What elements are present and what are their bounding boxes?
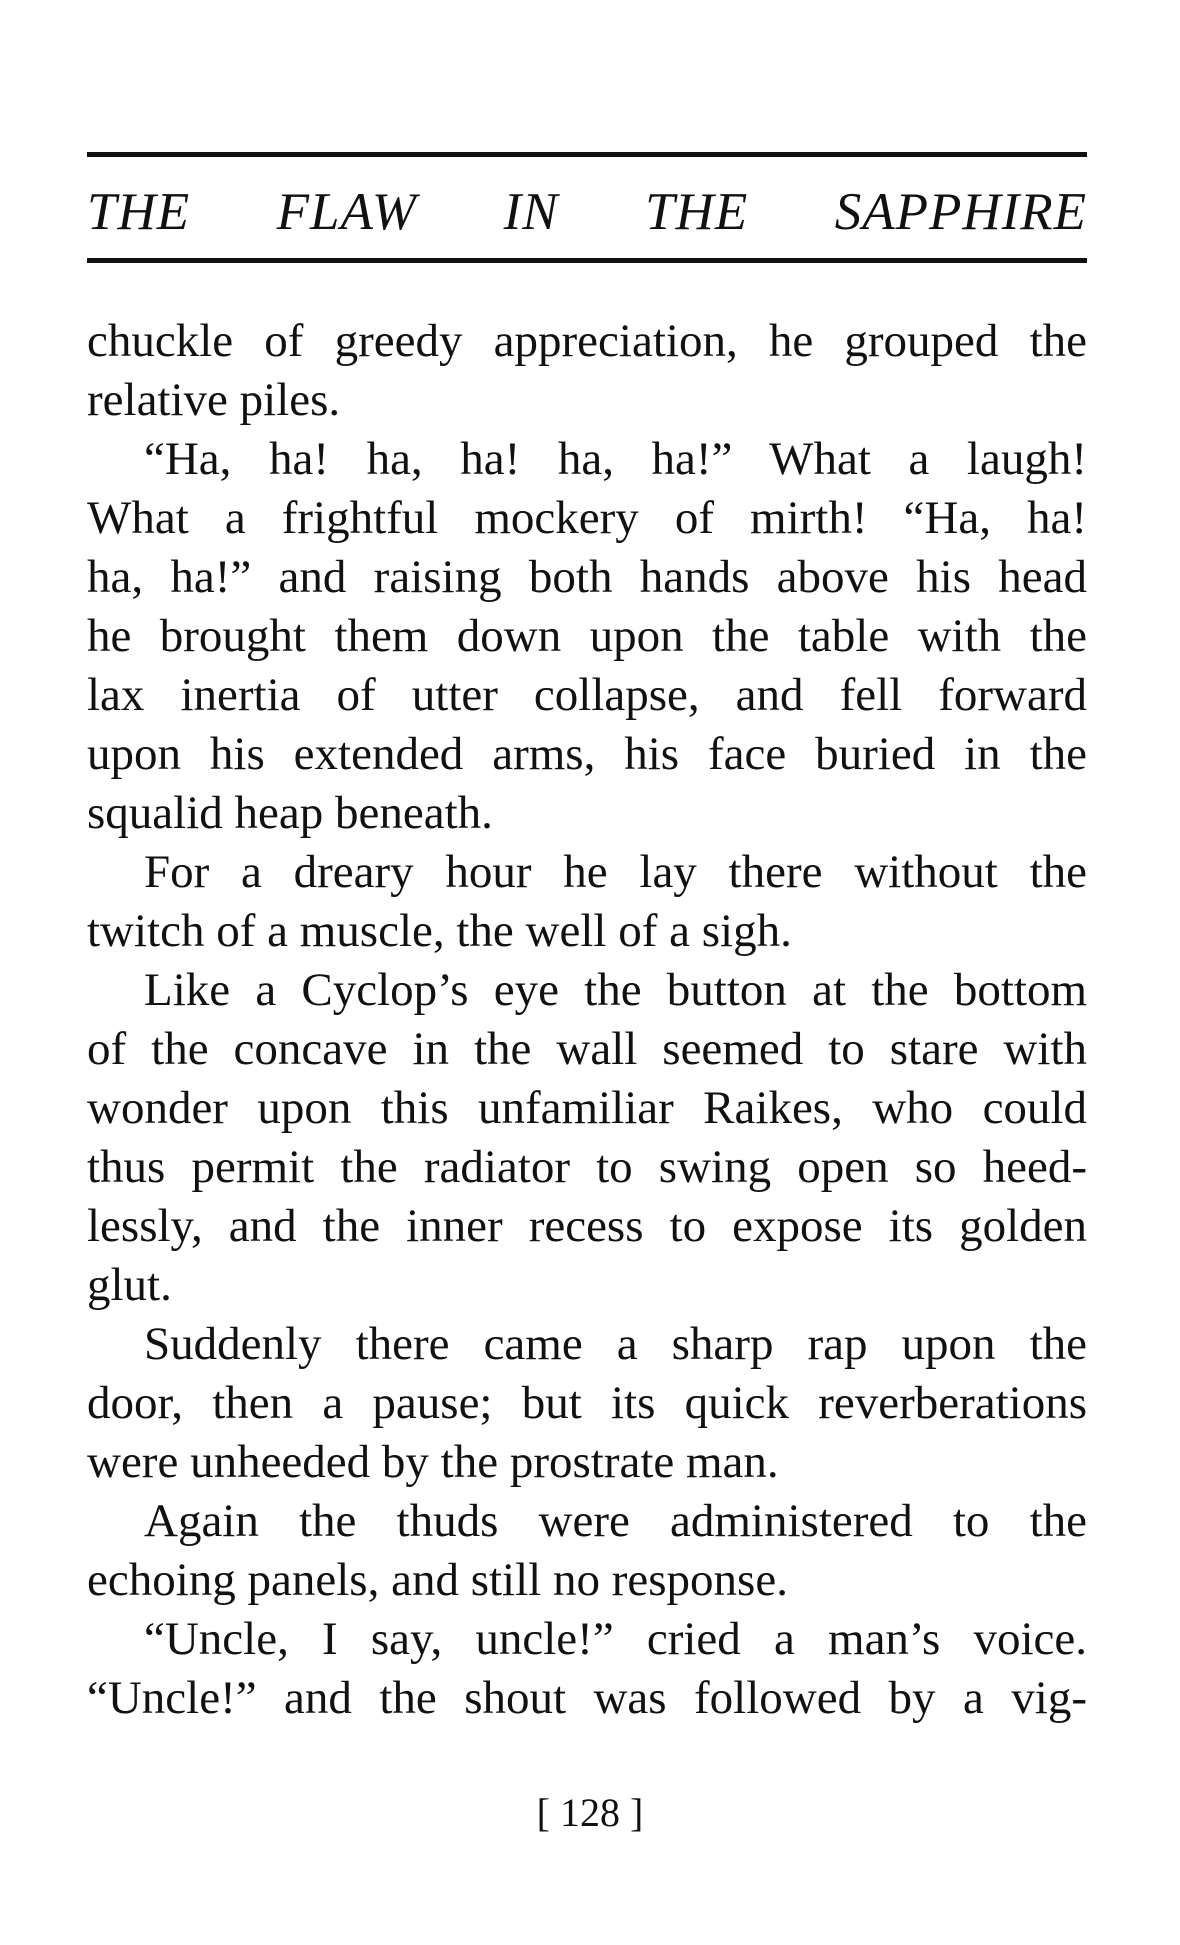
text-line: thus permit the radiator to swing open so heed- xyxy=(87,1141,1087,1193)
page-number: [ 128 ] xyxy=(536,1790,644,1835)
text-line: wonder upon this unfamiliar Raikes, who could xyxy=(87,1082,1087,1134)
text-line: he brought them down upon the table with the xyxy=(87,610,1087,662)
text-line: echoing panels, and still no response. xyxy=(87,1554,788,1606)
running-head-word: THE xyxy=(87,183,191,241)
text-line: ha, ha!” and raising both hands above his head xyxy=(87,551,1087,603)
text-line: glut. xyxy=(87,1259,172,1311)
text-line: lessly, and the inner recess to expose its golden xyxy=(87,1200,1087,1252)
text-line: squalid heap beneath. xyxy=(87,787,493,839)
running-head-word: THE xyxy=(645,183,749,241)
text-line: relative piles. xyxy=(87,374,341,426)
text-line: What a frightful mockery of mirth! “Ha, ha! xyxy=(87,492,1087,544)
text-line: “Ha, ha! ha, ha! ha, ha!” What a laugh! xyxy=(144,433,1087,485)
text-line: “Uncle, I say, uncle!” cried a man’s voice. xyxy=(144,1613,1087,1665)
text-line: were unheeded by the prostrate man. xyxy=(87,1436,779,1488)
text-line: twitch of a muscle, the well of a sigh. xyxy=(87,905,792,957)
text-line: Suddenly there came a sharp rap upon the xyxy=(144,1318,1087,1370)
text-line: For a dreary hour he lay there without the xyxy=(144,846,1087,898)
text-line: lax inertia of utter collapse, and fell forward xyxy=(87,669,1087,721)
header-rule-bottom xyxy=(87,258,1087,263)
text-line: upon his extended arms, his face buried in the xyxy=(87,728,1087,780)
text-line: door, then a pause; but its quick reverberations xyxy=(87,1377,1087,1429)
text-line: Like a Cyclop’s eye the button at the bottom xyxy=(144,964,1087,1016)
text-line: “Uncle!” and the shout was followed by a vig- xyxy=(87,1672,1087,1724)
body-text xyxy=(87,312,1087,1728)
header-rule-top xyxy=(87,152,1087,157)
text-line: Again the thuds were administered to the xyxy=(144,1495,1087,1547)
text-line: chuckle of greedy appreciation, he grouped the xyxy=(87,315,1087,367)
running-head-word: SAPPHIRE xyxy=(834,183,1087,241)
running-head-word: IN xyxy=(503,183,559,241)
text-line: of the concave in the wall seemed to stare with xyxy=(87,1023,1087,1075)
running-head xyxy=(87,182,1087,242)
running-head-word: FLAW xyxy=(276,183,418,241)
